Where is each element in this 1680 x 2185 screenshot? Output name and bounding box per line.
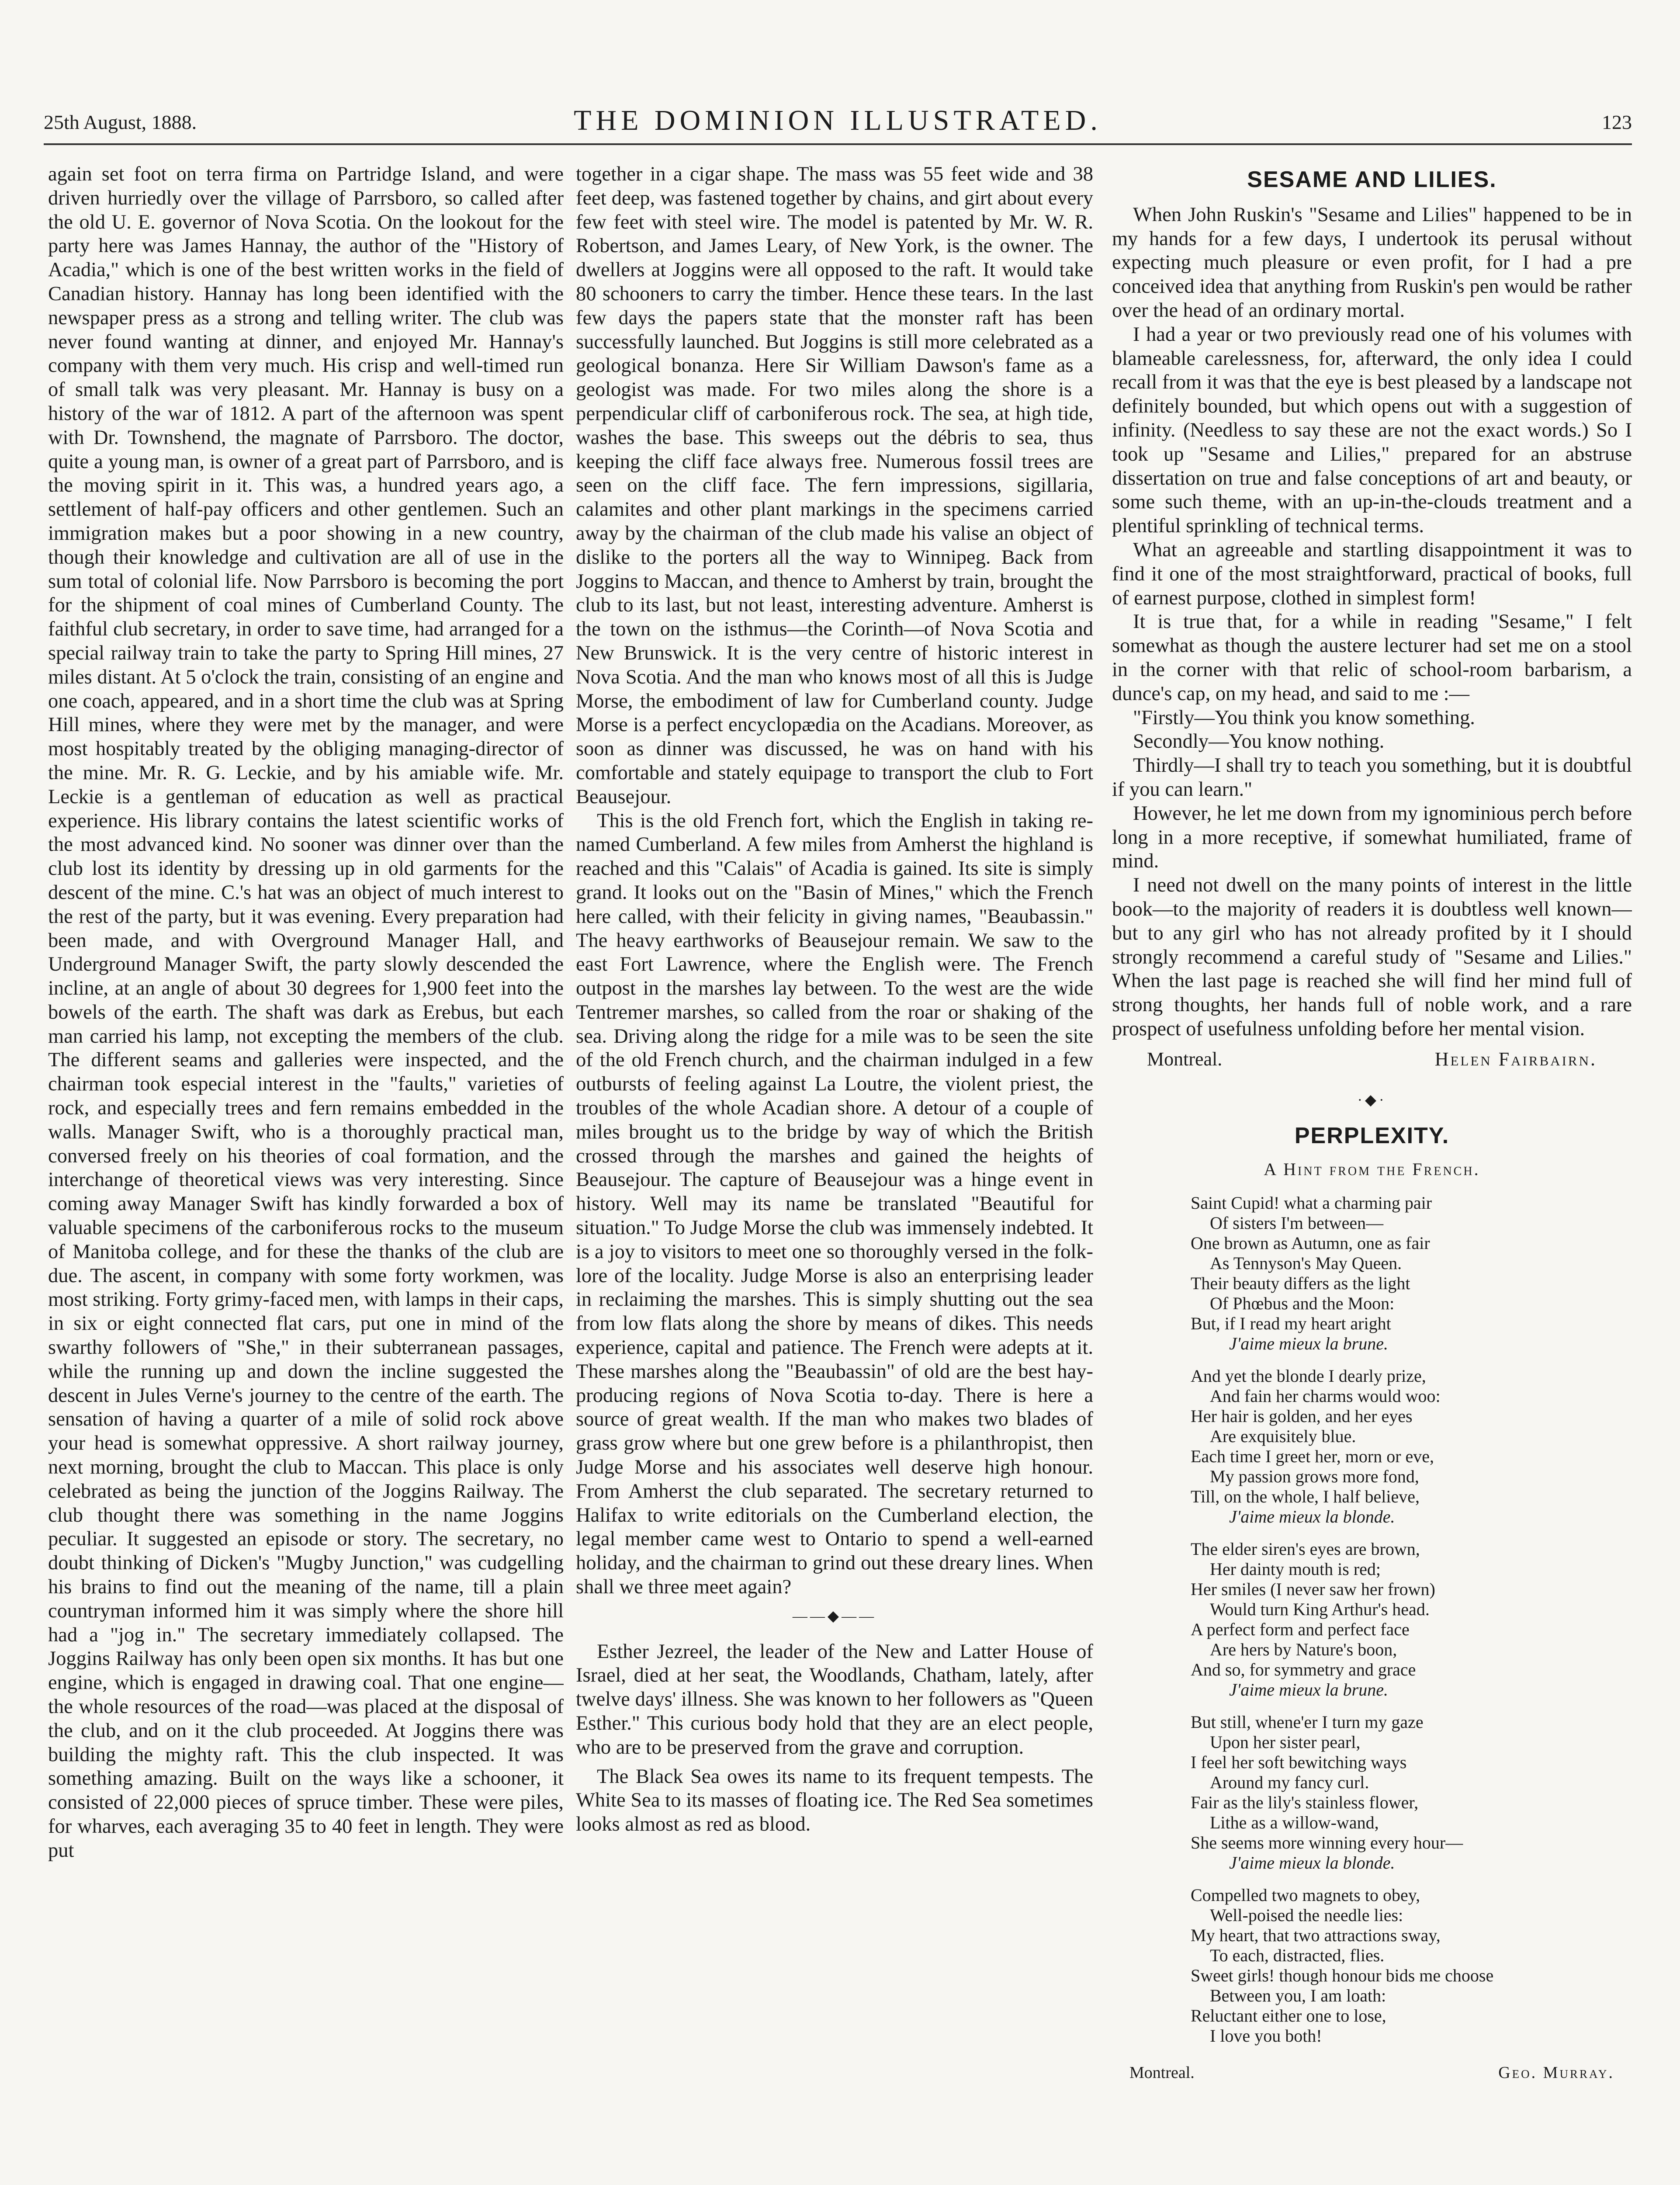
poem-line: Her dainty mouth is red; [1210,1559,1381,1579]
poem-line: Reluctant either one to lose, [1191,2005,1386,2025]
poem-line: Would turn King Arthur's head. [1210,1599,1430,1619]
perplexity-poem [1112,1193,1632,2046]
section-divider: ·◆· [1357,1092,1387,1109]
perplexity-title: PERPLEXITY. [1294,1123,1450,1149]
poem-line: Around my fancy curl. [1210,1772,1369,1792]
poem-refrain: J'aime mieux la brune. [1229,1679,1389,1699]
poem-line: As Tennyson's May Queen. [1210,1253,1402,1273]
poem-refrain: J'aime mieux la blonde. [1229,1852,1395,1873]
sesame-paragraph: "Firstly—You think you know something. [1133,706,1475,729]
news-item-esther-jezreel: Esther Jezreel, the leader of the New and Latter House of Israel, died at her seat, the Woodlands, Chatham, lately, after twelve days' illness. She was known to her followers as "Queen Esther." This curious body hold that they are an elect people, who are to be preserved from the grave and corruption. [576,1640,1093,1758]
sesame-paragraph: However, he let me down from my ignominious perch before long in a more receptive, if somewhat humiliated, frame of mind. [1112,802,1632,873]
poem-line: Her smiles (I never saw her frown) [1191,1579,1435,1599]
poem-line: But, if I read my heart aright [1191,1313,1391,1333]
poem-line: Upon her sister pearl, [1210,1732,1361,1752]
poem-stanza [1191,1366,1632,1527]
poem-line: Are hers by Nature's boon, [1210,1639,1397,1659]
poem-stanza [1191,1712,1632,1873]
poem-line: Till, on the whole, I half believe, [1191,1486,1420,1506]
column-3 [1112,163,1632,2185]
poem-line: Saint Cupid! what a charming pair [1191,1193,1432,1213]
article-paragraph-1: together in a cigar shape. The mass was 55 feet wide and 38 feet deep, was fastened together by chains, and girt about every few feet with steel wire. The model is patented by Mr. W. R. Robertson, and James Leary, of New York, is the owner. The dwellers at Joggins were all opposed to the raft. It would take 80 schooners to carry the timber. Hence these tears. In the last few days the papers state that the monster raft has been successfully launched. But Joggins is still more celebrated as a geological bonanza. Here Sir William Dawson's fame as a geologist was made. For two miles along the shore is a perpendicular cliff of carboniferous rock. The sea, at high tide, washes the base. This sweeps out the débris to sea, thus keeping the cliff face always free. Numerous fossil trees are seen on the cliff face. The fern impressions, sigillaria, calamites and other plant markings in the specimens carried away by the chairman of the club made his valise an object of dislike to the porters all the way to Winnipeg. Back from Joggins to Maccan, and thence to Amherst by train, brought the club to its last, but not least, interesting adventure. Amherst is the town on the isthmus—the Corinth—of Nova Scotia and New Brunswick. It is the very centre of historic interest in Nova Scotia. And the man who knows most of all this is Judge Morse, the embodiment of law for Cumberland county. Judge Morse is a perfect encyclopædia on the Acadians. Moreover, as soon as dinner was discussed, he was on hand with his comfortable and stately equipage to transport the club to Fort Beausejour. [576,163,1093,808]
perplexity-author: Geo. Murray. [1498,2063,1614,2082]
news-item-seas: The Black Sea owes its name to its frequent tempests. The White Sea to its masses of floating ice. The Red Sea sometimes looks almost as red as blood. [576,1765,1093,1836]
poem-line: A perfect form and perfect face [1191,1619,1410,1639]
sesame-paragraph: When John Ruskin's "Sesame and Lilies" happened to be in my hands for a few days, I undertook its perusal without expecting much pleasure or even profit, for I had a pre conceived idea that anything from Ruskin's pen would be rather over the head of an ordinary mortal. [1112,203,1632,322]
masthead-title: THE DOMINION ILLUSTRATED. [574,104,1102,136]
page-header [44,104,1632,145]
poem-line: Their beauty differs as the light [1191,1273,1410,1293]
poem-line: And fain her charms would woo: [1210,1386,1441,1406]
article-continued-text: again set foot on terra firma on Partridge Island, and were driven hurriedly over the village of Parrsboro, so called after the old U. E. governor of Nova Scotia. On the lookout for the party here was James Hannay, the author of the "History of Acadia," which is one of the best written works in the field of Canadian history. Hannay has long been identified with the newspaper press as a strong and telling writer. The club was never found wanting at dinner, and enjoyed Mr. Hannay's company with them very much. His crisp and well-timed run of small talk was very pleasant. Mr. Hannay is busy on a history of the war of 1812. A part of the afternoon was spent with Dr. Townshend, the magnate of Parrsboro. The doctor, quite a young man, is owner of a great part of Parrsboro, and is the moving spirit in it. This was, a hundred years ago, a settlement of half-pay officers and other gentlemen. Such an immigration makes but a poor showing in a new country, though their knowledge and cultivation are all of use in the sum total of colonial life. Now Parrsboro is becoming the port for the shipment of coal mines of Cumberland County. The faithful club secretary, in order to save time, had arranged for a special railway train to take the party to Spring Hill mines, 27 miles distant. At 5 o'clock the train, consisting of an engine and one coach, appeared, and in a short time the club was at Spring Hill mines, where they were met by the manager, and were most hospitably treated by the obliging managing-director of the mine. Mr. R. G. Leckie, and by his amiable wife. Mr. Leckie is a gentleman of education as well as practical experience. His library contains the latest scientific works of the most advanced kind. No sooner was dinner over than the club lost its identity by dressing up in old garments for the descent of the mine. C.'s hat was an object of much interest to the rest of the party, but it was evening. Every preparation had been made, and with Overground Manager Hall, and Underground Manager Swift, the party slowly descended the incline, at an angle of about 30 degrees for 1,900 feet into the bowels of the earth. The shaft was dark as Erebus, but each man carried his lamp, not excepting the members of the club. The different seams and galleries were inspected, and the chairman took especial interest in the "faults," varieties of rock, and especially trees and fern remains embedded in the walls. Manager Swift, who is a thoroughly practical man, conversed freely on his theories of coal formation, and the interchange of theoretical views was very interesting. Since coming away Manager Swift has kindly forwarded a box of valuable specimens of the carboniferous rocks to the museum of Manitoba college, and for these the thanks of the club are due. The ascent, in company with some forty workmen, was most striking. Forty grimy-faced men, with lamps in their caps, in six or eight connected flat cars, put one in mind of the swarthy followers of "She," in their subterranean passages, while the running up and down the incline suggested the descent in Jules Verne's journey to the centre of the earth. The sensation of having a quarter of a mile of solid rock above your head is somewhat oppressive. A short railway journey, next morning, brought the club to Maccan. This place is only celebrated as being the junction of the Joggins Railway. The club thought there was something in the name Joggins peculiar. It suggested an episode or story. The secretary, no doubt thinking of Dicken's "Mugby Junction," was cudgelling his brains to find out the meaning of the name, till a plain countryman informed him it was simply where the shore hill had a "jog in." The secretary immediately collapsed. The Joggins Railway has only been open six months. It has but one engine, which is engaged in drawing coal. That one engine—the whole resources of the road—was placed at the disposal of the club, and on it the club proceeded. At Joggins there was building the mighty raft. This the club inspected. It was something amazing. Built on the ways like a schooner, it consisted of 22,000 pieces of spruce timber. These were piles, for wharves, each averaging 35 to 40 feet in length. They were put [48,163,564,1862]
poem-line: Her hair is golden, and her eyes [1191,1406,1413,1426]
poem-line: My passion grows more fond, [1210,1466,1419,1486]
poem-line: Of Phœbus and the Moon: [1210,1293,1395,1313]
perplexity-place: Montreal. [1129,2063,1195,2082]
poem-line: I feel her soft bewitching ways [1191,1752,1407,1772]
poem-line: Lithe as a willow-wand, [1210,1812,1379,1832]
sesame-paragraph: I had a year or two previously read one of his volumes with blameable carelessness, for, afterward, the only idea I could recall from it was that the eye is best pleased by a landscape not definitely bounded, but which opens out with a suggestion of infinity. (Needless to say these are not the exact words.) So I took up "Sesame and Lilies," prepared for an abstruse dissertation on true and false conceptions of art and beauty, or some such theme, with an up-in-the-clouds treatment and a plentiful sprinkling of technical terms. [1112,323,1632,538]
poem-refrain: J'aime mieux la blonde. [1229,1506,1395,1526]
poem-line: Fair as the lily's stainless flower, [1191,1792,1419,1812]
section-divider: ——◆—— [792,1608,877,1624]
page-number: 123 [1602,111,1632,133]
issue-date: 25th August, 1888. [44,111,197,133]
poem-line: Compelled two magnets to obey, [1191,1885,1420,1905]
poem-line: To each, distracted, flies. [1210,1945,1385,1965]
sesame-signature [1112,1041,1632,1072]
poem-line: Sweet girls! though honour bids me choose [1191,1965,1494,1985]
poem-stanza [1191,1885,1632,2046]
poem-line: Of sisters I'm between— [1210,1213,1384,1233]
poem-line: And yet the blonde I dearly prize, [1191,1366,1426,1386]
poem-refrain: J'aime mieux la brune. [1229,1333,1389,1353]
sesame-paragraph: It is true that, for a while in reading "Sesame," I felt somewhat as though the austere lecturer had set me on a stool in the corner with that relic of school-room barbarism, a dunce's cap, on my head, and said to me :— [1112,610,1632,705]
sesame-author: Helen Fairbairn. [1434,1048,1597,1070]
sesame-paragraph: Secondly—You know nothing. [1133,730,1385,753]
sesame-place: Montreal. [1147,1048,1223,1070]
poem-line: My heart, that two attractions sway, [1191,1925,1441,1945]
perplexity-signature [1112,2058,1632,2085]
poem-line: But still, whene'er I turn my gaze [1191,1712,1424,1732]
poem-line: She seems more winning every hour— [1191,1832,1463,1852]
column-1 [48,163,564,2185]
poem-stanza [1191,1539,1632,1700]
column-2 [576,163,1093,2185]
sesame-paragraph: I need not dwell on the many points of interest in the little book—to the majority of readers it is doubtless well known—but to any girl who has not already profited by it I should strongly recommend a careful study of "Sesame and Lilies." When the last page is reached she will find her mind full of strong thoughts, her hands full of noble work, and a rare prospect of usefulness unfolding before her mental vision. [1112,874,1632,1040]
poem-line: The elder siren's eyes are brown, [1191,1539,1420,1559]
perplexity-subtitle: A Hint from the French. [1264,1159,1480,1179]
poem-line: Well-poised the needle lies: [1210,1905,1403,1925]
sesame-paragraph: What an agreeable and startling disappointment it was to find it one of the most straightforward, practical of books, full of earnest purpose, clothed in simplest form! [1112,538,1632,609]
article-paragraph-2: This is the old French fort, which the English in taking re-named Cumberland. A few miles from Amherst the highland is reached and this "Calais" of Acadia is gained. Its site is simply grand. It looks out on the "Basin of Mines," which the French here called, with their felicity in giving names, "Beaubassin." The heavy earthworks of Beausejour remain. We saw to the east Fort Lawrence, where the English were. The French outpost in the marshes lay between. To the west are the wide Tentremer marshes, so called from the roar or shaking of the sea. Driving along the ridge for a mile was to be seen the site of the old French church, and the chairman indulged in a few outbursts of feeling against La Loutre, the violent priest, the troubles of the whole Acadian shore. A detour of a couple of miles brought us to the bridge by way of which the British crossed through the marshes and gained the heights of Beausejour. The capture of Beausejour was a hinge event in history. Well may its name be translated "Beautiful for situation." To Judge Morse the club was immensely indebted. It is a joy to visitors to meet one so thoroughly versed in the folk-lore of the locality. Judge Morse is also an enterprising leader in reclaiming the marshes. This is simply shutting out the sea from low flats along the shore by means of dikes. This needs experience, capital and patience. The French were adepts at it. These marshes along the "Beaubassin" of old are the best hay-producing regions of Nova Scotia to-day. There is here a source of great wealth. If the man who makes two blades of grass grow where but one grew before is a philanthropist, then Judge Morse and his associates well deserve high honour. From Amherst the club separated. The secretary returned to Halifax to write editorials on the Cumberland election, the legal member came west to Ontario to spend a well-earned holiday, and the chairman to grind out these dreary lines. When shall we three meet again? [576,809,1093,1599]
poem-line: Are exquisitely blue. [1210,1426,1356,1446]
sesame-paragraph: Thirdly—I shall try to teach you something, but it is doubtful if you can learn." [1112,754,1632,801]
poem-line: Between you, I am loath: [1210,1985,1386,2005]
poem-line: Each time I greet her, morn or eve, [1191,1446,1434,1466]
sesame-title: SESAME AND LILIES. [1247,167,1497,192]
poem-stanza [1191,1193,1632,1354]
poem-line: I love you both! [1210,2025,1322,2046]
poem-line: One brown as Autumn, one as fair [1191,1233,1430,1253]
poem-line: And so, for symmetry and grace [1191,1659,1416,1679]
